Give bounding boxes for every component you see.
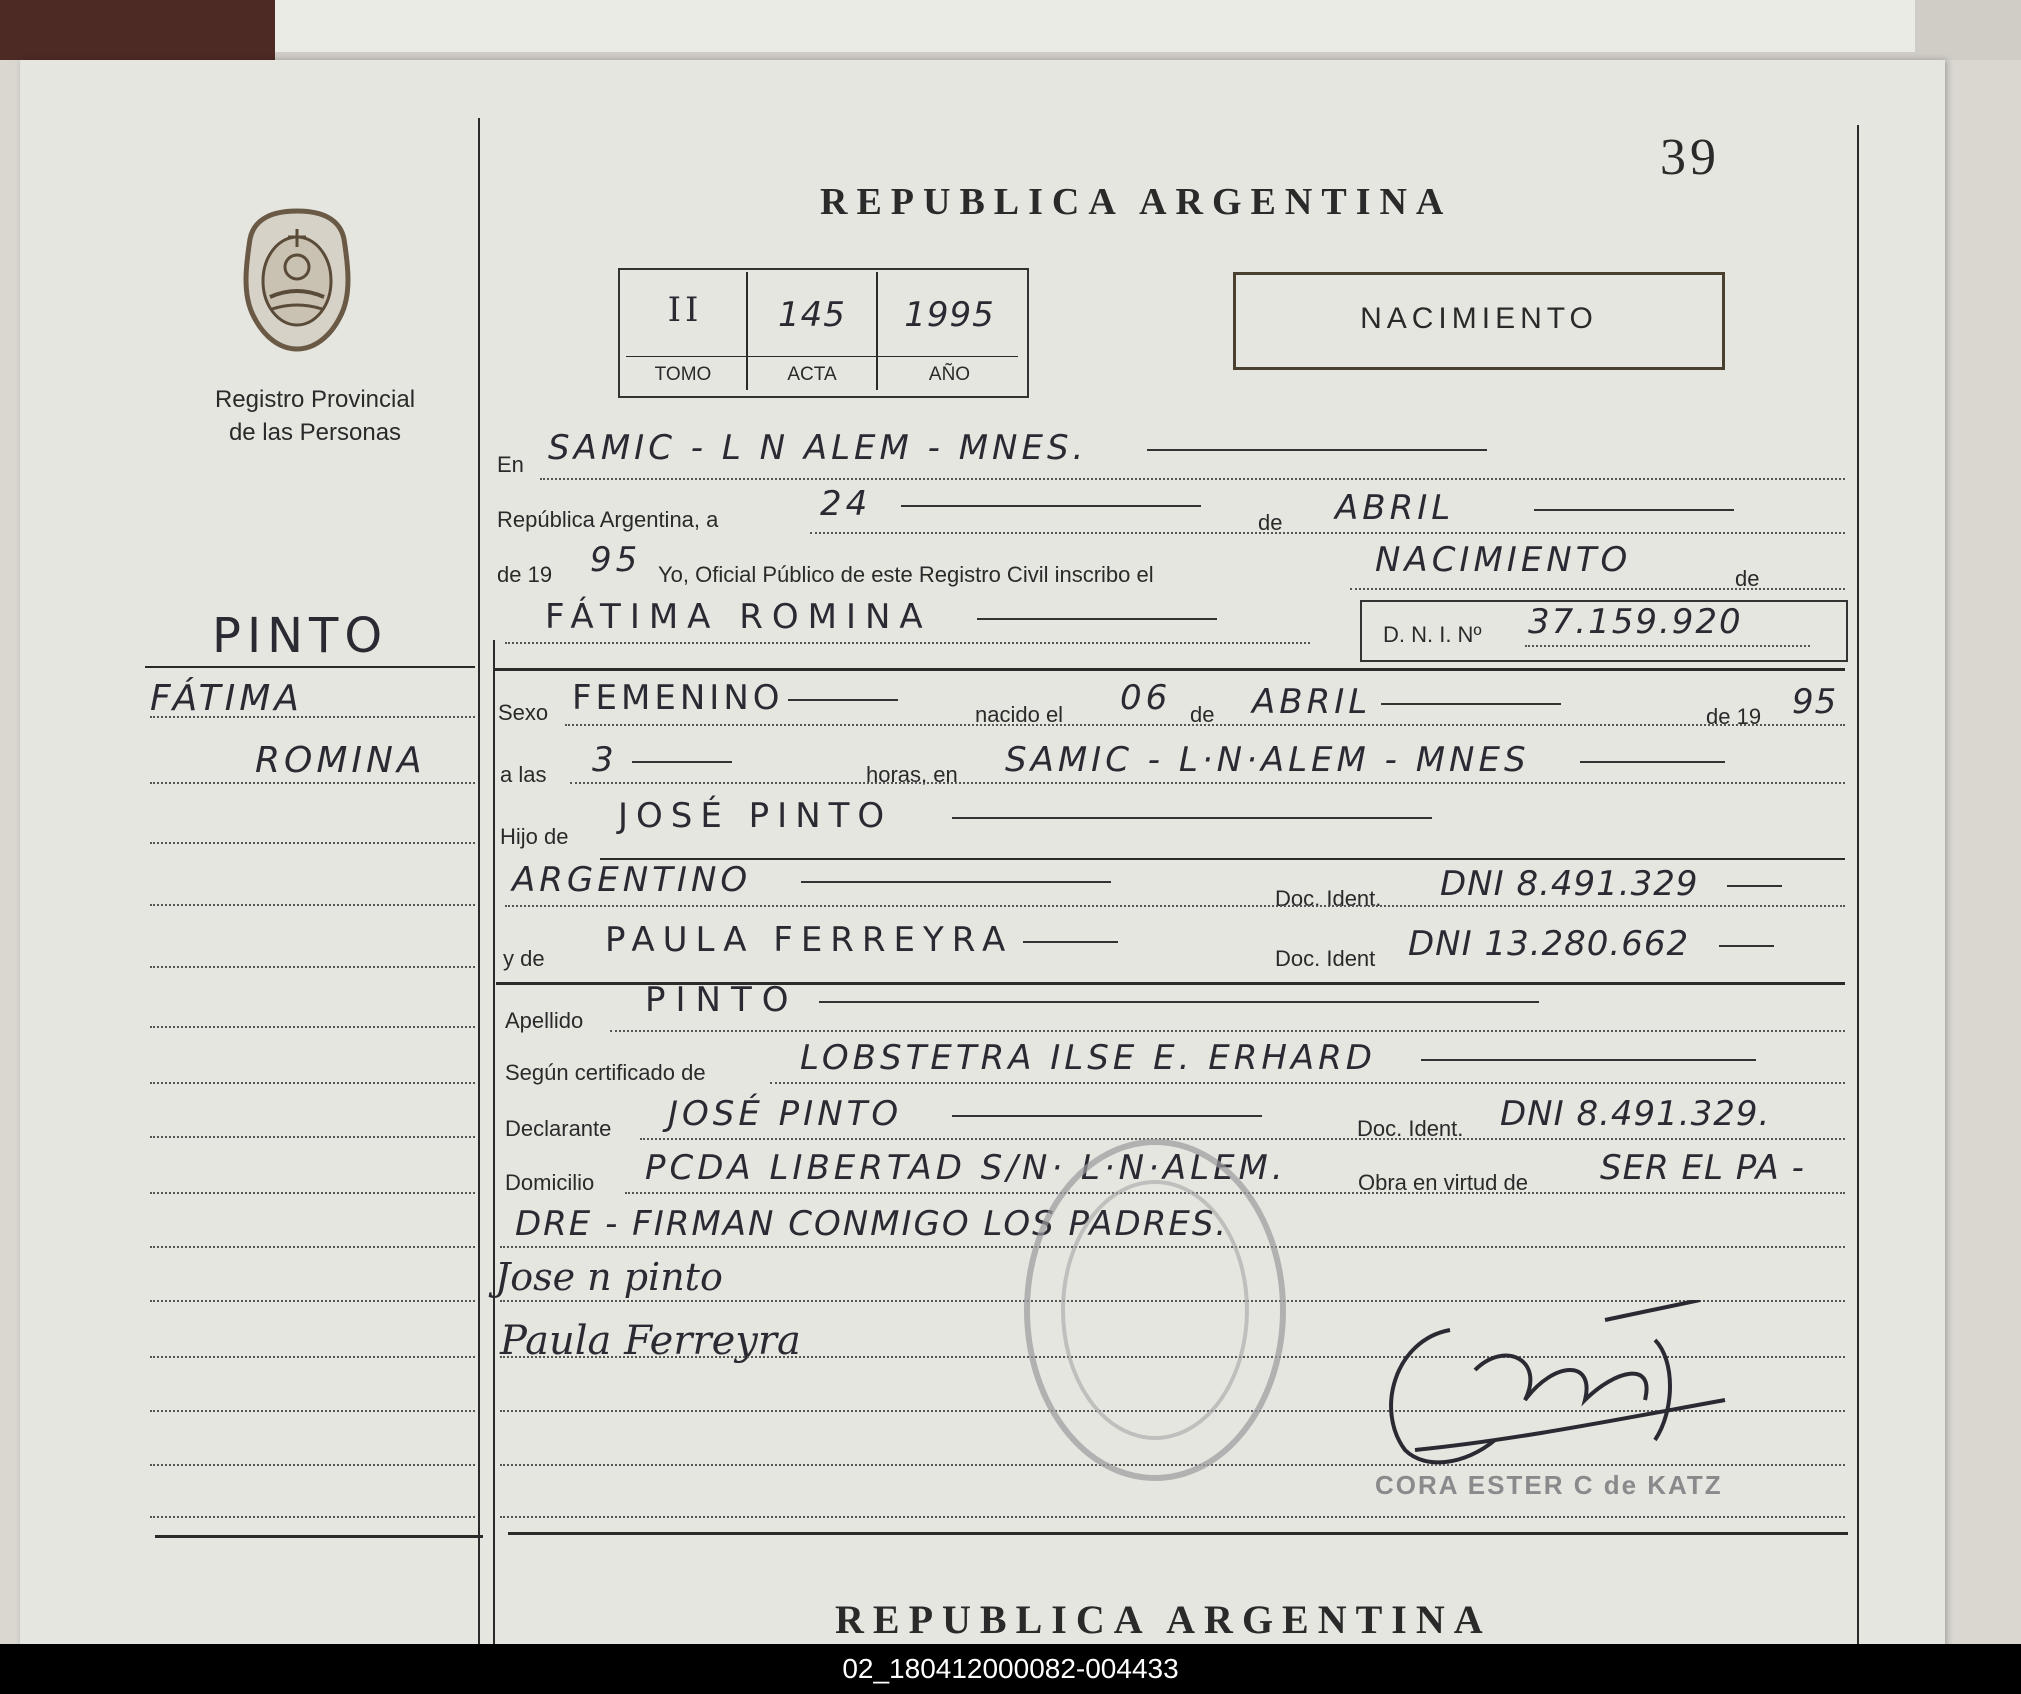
margin-dotted-line xyxy=(150,1464,475,1466)
margin-rule xyxy=(145,666,475,668)
doc-label-2: Doc. Ident xyxy=(1275,946,1376,971)
horas-label: horas, en xyxy=(866,762,958,787)
record-box-rule xyxy=(626,356,1018,357)
date-dotted-line xyxy=(810,532,1845,534)
day-value: 24 xyxy=(820,484,1201,524)
apellido-dotted-line xyxy=(610,1030,1845,1032)
domicilio-label: Domicilio xyxy=(505,1170,595,1195)
margin-dotted-line xyxy=(150,1246,475,1248)
frame-line-right xyxy=(1857,125,1859,1644)
father-signature: Jose n pinto xyxy=(495,1255,723,1299)
declarante-label: Declarante xyxy=(505,1116,612,1141)
record-box-divider xyxy=(876,272,878,390)
registry-line-2: de las Personas xyxy=(228,419,402,446)
segun-dotted-line xyxy=(770,1082,1845,1084)
birth-day: 06 xyxy=(1120,678,1172,718)
birth-place: SAMIC - L·N·ALEM - MNES xyxy=(1005,740,1725,780)
event-dotted-line xyxy=(1350,588,1845,590)
de-label: de xyxy=(1258,510,1283,535)
event-value: NACIMIENTO xyxy=(1375,540,1632,580)
margin-dotted-line xyxy=(150,842,475,844)
page-number: 39 xyxy=(1660,129,1720,186)
page-title: REPUBLICA ARGENTINA xyxy=(820,181,1453,223)
image-id: 02_180412000082-004433 xyxy=(842,1653,1179,1684)
year-value: 95 xyxy=(590,540,642,580)
record-type: NACIMIENTO xyxy=(1360,302,1598,335)
background-strip xyxy=(0,0,2021,60)
nacido-label: nacido el xyxy=(975,702,1064,727)
father-doc: DNI 8.491.329 xyxy=(1440,864,1782,904)
hora-value: 3 xyxy=(592,740,732,780)
nationality-dotted-line xyxy=(505,905,1845,907)
sexo-label: Sexo xyxy=(498,700,549,725)
official-stamp-text: CORA ESTER C de KATZ xyxy=(1375,1470,1723,1500)
margin-dotted-line xyxy=(150,716,475,718)
declarante-value: JOSÉ PINTO xyxy=(668,1094,1262,1134)
margin-dotted-line xyxy=(150,966,475,968)
obra-value: SER EL PA - xyxy=(1600,1148,1805,1188)
hora-label: a las xyxy=(500,762,547,787)
form-dotted-line xyxy=(500,1516,1845,1518)
margin-dotted-line xyxy=(150,782,475,784)
section-divider xyxy=(495,668,1845,671)
doc-label: Doc. Ident. xyxy=(1275,886,1382,911)
sexo-value: FEMENINO xyxy=(572,678,898,718)
dni-label: D. N. I. Nº xyxy=(1383,622,1482,647)
person-value: FÁTIMA ROMINA xyxy=(545,597,1217,637)
margin-dotted-line xyxy=(150,1300,475,1302)
hora-dotted-line xyxy=(570,782,1845,784)
tomo-value: II xyxy=(667,290,703,330)
dni-value: 37.159.920 xyxy=(1528,602,1743,642)
apellido-value: PINTO xyxy=(645,980,1539,1020)
dni-dotted-line xyxy=(1525,645,1810,647)
person-dotted-line xyxy=(505,642,1310,644)
continuation-text: DRE - FIRMAN CONMIGO LOS PADRES. xyxy=(515,1204,1229,1244)
month-value: ABRIL xyxy=(1335,488,1734,528)
next-record-title: REPUBLICA ARGENTINA xyxy=(835,1597,1492,1642)
margin-dotted-line xyxy=(150,1410,475,1412)
hijo-label: Hijo de xyxy=(500,824,569,849)
margin-bottom-rule xyxy=(155,1535,483,1538)
margin-given-name-2: ROMINA xyxy=(255,740,426,781)
margin-dotted-line xyxy=(150,1136,475,1138)
republica-label: República Argentina, a xyxy=(497,507,719,532)
margin-given-name-1: FÁTIMA xyxy=(150,678,303,719)
margin-dotted-line xyxy=(150,1082,475,1084)
apellido-label: Apellido xyxy=(505,1008,584,1033)
birth-year-prefix: de 19 xyxy=(1706,704,1762,729)
book-cover xyxy=(0,0,275,60)
en-label: En xyxy=(497,452,524,477)
previous-page xyxy=(275,0,1915,52)
birth-month: ABRIL xyxy=(1252,682,1561,722)
mother-signature: Paula Ferreyra xyxy=(500,1318,801,1364)
official-signature-icon xyxy=(1355,1300,1755,1480)
record-box-divider xyxy=(746,272,748,390)
domicilio-value: PCDA LIBERTAD S/N· L·N·ALEM. xyxy=(645,1148,1287,1188)
acta-label: ACTA xyxy=(787,364,837,385)
birth-year: 95 xyxy=(1792,682,1838,722)
form-bottom-rule xyxy=(508,1532,1848,1535)
en-value: SAMIC - L N ALEM - MNES. xyxy=(548,428,1487,468)
margin-dotted-line xyxy=(150,904,475,906)
declarante-doc: DNI 8.491.329. xyxy=(1500,1094,1771,1134)
margin-dotted-line xyxy=(150,1026,475,1028)
ano-label: AÑO xyxy=(928,364,971,385)
ano-value: 1995 xyxy=(904,295,995,335)
frame-line-inner xyxy=(493,640,495,1644)
margin-dotted-line xyxy=(150,1192,475,1194)
margin-dotted-line xyxy=(150,1516,475,1518)
acta-value: 145 xyxy=(778,295,846,335)
year-prefix: de 19 xyxy=(497,562,553,587)
registry-name xyxy=(190,383,440,449)
margin-dotted-line xyxy=(150,1356,475,1358)
segun-value: LOBSTETRA ILSE E. ERHARD xyxy=(800,1038,1756,1078)
sexo-dotted-line xyxy=(565,724,1845,726)
image-id-bar xyxy=(0,1644,2021,1694)
mother-doc: DNI 13.280.662 xyxy=(1408,924,1774,964)
de-label-3: de xyxy=(1190,702,1215,727)
yde-label: y de xyxy=(503,946,545,971)
father-name: JOSÉ PINTO xyxy=(618,796,1432,836)
oficial-text: Yo, Oficial Público de este Registro Civil inscribo el xyxy=(658,562,1154,587)
en-dotted-line xyxy=(540,478,1845,480)
frame-line-left xyxy=(478,118,480,1644)
segun-label: Según certificado de xyxy=(505,1060,706,1085)
registry-stamp-icon xyxy=(1020,1135,1290,1485)
registry-line-1: Registro Provincial xyxy=(214,386,416,413)
misiones-seal-icon xyxy=(232,205,362,355)
tomo-label: TOMO xyxy=(654,364,712,385)
father-nationality: ARGENTINO xyxy=(512,860,1111,900)
doc-label-3: Doc. Ident. xyxy=(1357,1116,1464,1141)
margin-surname: PINTO xyxy=(212,608,389,664)
de-label-2: de xyxy=(1735,566,1760,591)
obra-label: Obra en virtud de xyxy=(1358,1170,1528,1195)
mother-name: PAULA FERREYRA xyxy=(605,920,1118,960)
